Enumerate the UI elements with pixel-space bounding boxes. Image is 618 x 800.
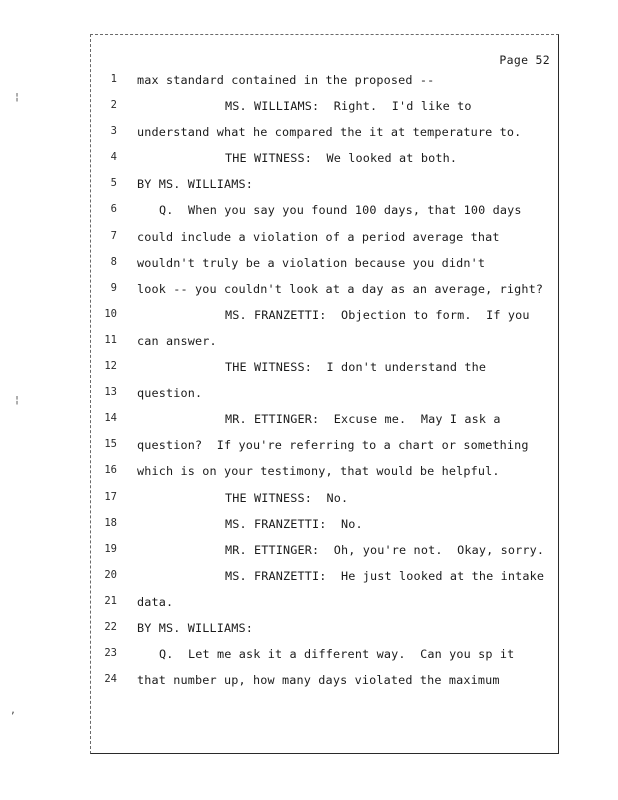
transcript-line — [91, 436, 558, 462]
transcript-line — [91, 97, 558, 123]
transcript-page — [90, 34, 559, 754]
line-number: 10 — [104, 307, 117, 320]
line-number: 23 — [104, 647, 117, 660]
margin-mark: ¦ — [14, 92, 21, 103]
line-text: THE WITNESS: I don't understand the — [225, 360, 487, 375]
line-number: 4 — [110, 151, 117, 164]
line-number: 12 — [104, 360, 117, 373]
line-text: that number up, how many days violated the maximum — [137, 673, 500, 688]
line-text: THE WITNESS: We looked at both. — [225, 151, 458, 166]
line-text: Q. Let me ask it a different way. Can you sp it — [159, 647, 515, 662]
line-text: look -- you couldn't look at a day as an average, right? — [137, 281, 544, 296]
margin-mark: , — [10, 705, 17, 716]
line-text: MS. WILLIAMS: Right. I'd like to — [225, 99, 472, 114]
transcript-line — [91, 410, 558, 436]
transcript-line — [91, 567, 558, 593]
line-text: question. — [137, 386, 203, 401]
line-number: 24 — [104, 673, 117, 686]
line-text: Q. When you say you found 100 days, that 100 days — [159, 203, 522, 218]
transcript-line — [91, 201, 558, 227]
line-number: 6 — [110, 203, 117, 216]
line-text: MS. FRANZETTI: Objection to form. If you — [225, 307, 530, 322]
line-text: question? If you're referring to a chart or something — [137, 438, 529, 453]
line-number: 13 — [104, 386, 117, 399]
transcript-line — [91, 489, 558, 515]
line-number: 19 — [104, 542, 117, 555]
line-text: BY MS. WILLIAMS: — [137, 620, 254, 635]
transcript-line — [91, 280, 558, 306]
line-number: 11 — [104, 333, 117, 346]
line-text: MR. ETTINGER: Oh, you're not. Okay, sorry. — [225, 542, 545, 557]
line-number: 21 — [104, 594, 117, 607]
transcript-line — [91, 358, 558, 384]
line-number: 8 — [110, 255, 117, 268]
transcript-line — [91, 332, 558, 358]
line-number: 1 — [110, 73, 117, 85]
line-text: data. — [137, 594, 174, 609]
line-text: THE WITNESS: No. — [225, 490, 349, 505]
line-number: 3 — [110, 125, 117, 138]
page-number: Page 52 — [499, 53, 550, 67]
transcript-line — [91, 175, 558, 201]
line-text: understand what he compared the it at temperature to. — [137, 125, 522, 140]
transcript-line — [91, 593, 558, 619]
transcript-line — [91, 123, 558, 149]
line-text: BY MS. WILLIAMS: — [137, 177, 254, 192]
line-number: 5 — [110, 177, 117, 190]
transcript-line — [91, 306, 558, 332]
line-number: 7 — [110, 229, 117, 242]
line-text: could include a violation of a period average that — [137, 229, 500, 244]
transcript-line — [91, 228, 558, 254]
line-number: 18 — [104, 516, 117, 529]
line-number: 2 — [110, 99, 117, 112]
line-number: 15 — [104, 438, 117, 451]
transcript-line — [91, 645, 558, 671]
line-number: 9 — [110, 281, 117, 294]
transcript-line — [91, 619, 558, 645]
line-text: MS. FRANZETTI: He just looked at the intake — [225, 568, 545, 583]
line-text: wouldn't truly be a violation because you didn't — [137, 255, 486, 270]
transcript-line — [91, 384, 558, 410]
line-number: 20 — [104, 568, 117, 581]
transcript-line — [91, 541, 558, 567]
line-number: 17 — [104, 490, 117, 503]
transcript-line — [91, 671, 558, 697]
transcript-line — [91, 515, 558, 541]
line-text: MS. FRANZETTI: No. — [225, 516, 363, 531]
line-number: 16 — [104, 464, 117, 477]
line-text: can answer. — [137, 333, 217, 348]
line-text: MR. ETTINGER: Excuse me. May I ask a — [225, 412, 501, 427]
line-text: which is on your testimony, that would be helpful. — [137, 464, 500, 479]
line-number: 22 — [104, 620, 117, 633]
transcript-line — [91, 149, 558, 175]
line-number: 14 — [104, 412, 117, 425]
transcript-line — [91, 462, 558, 488]
margin-mark: ¦ — [14, 395, 21, 406]
line-text: max standard contained in the proposed -- — [137, 73, 435, 87]
transcript-line — [91, 71, 558, 97]
transcript-lines — [91, 71, 558, 697]
transcript-line — [91, 254, 558, 280]
